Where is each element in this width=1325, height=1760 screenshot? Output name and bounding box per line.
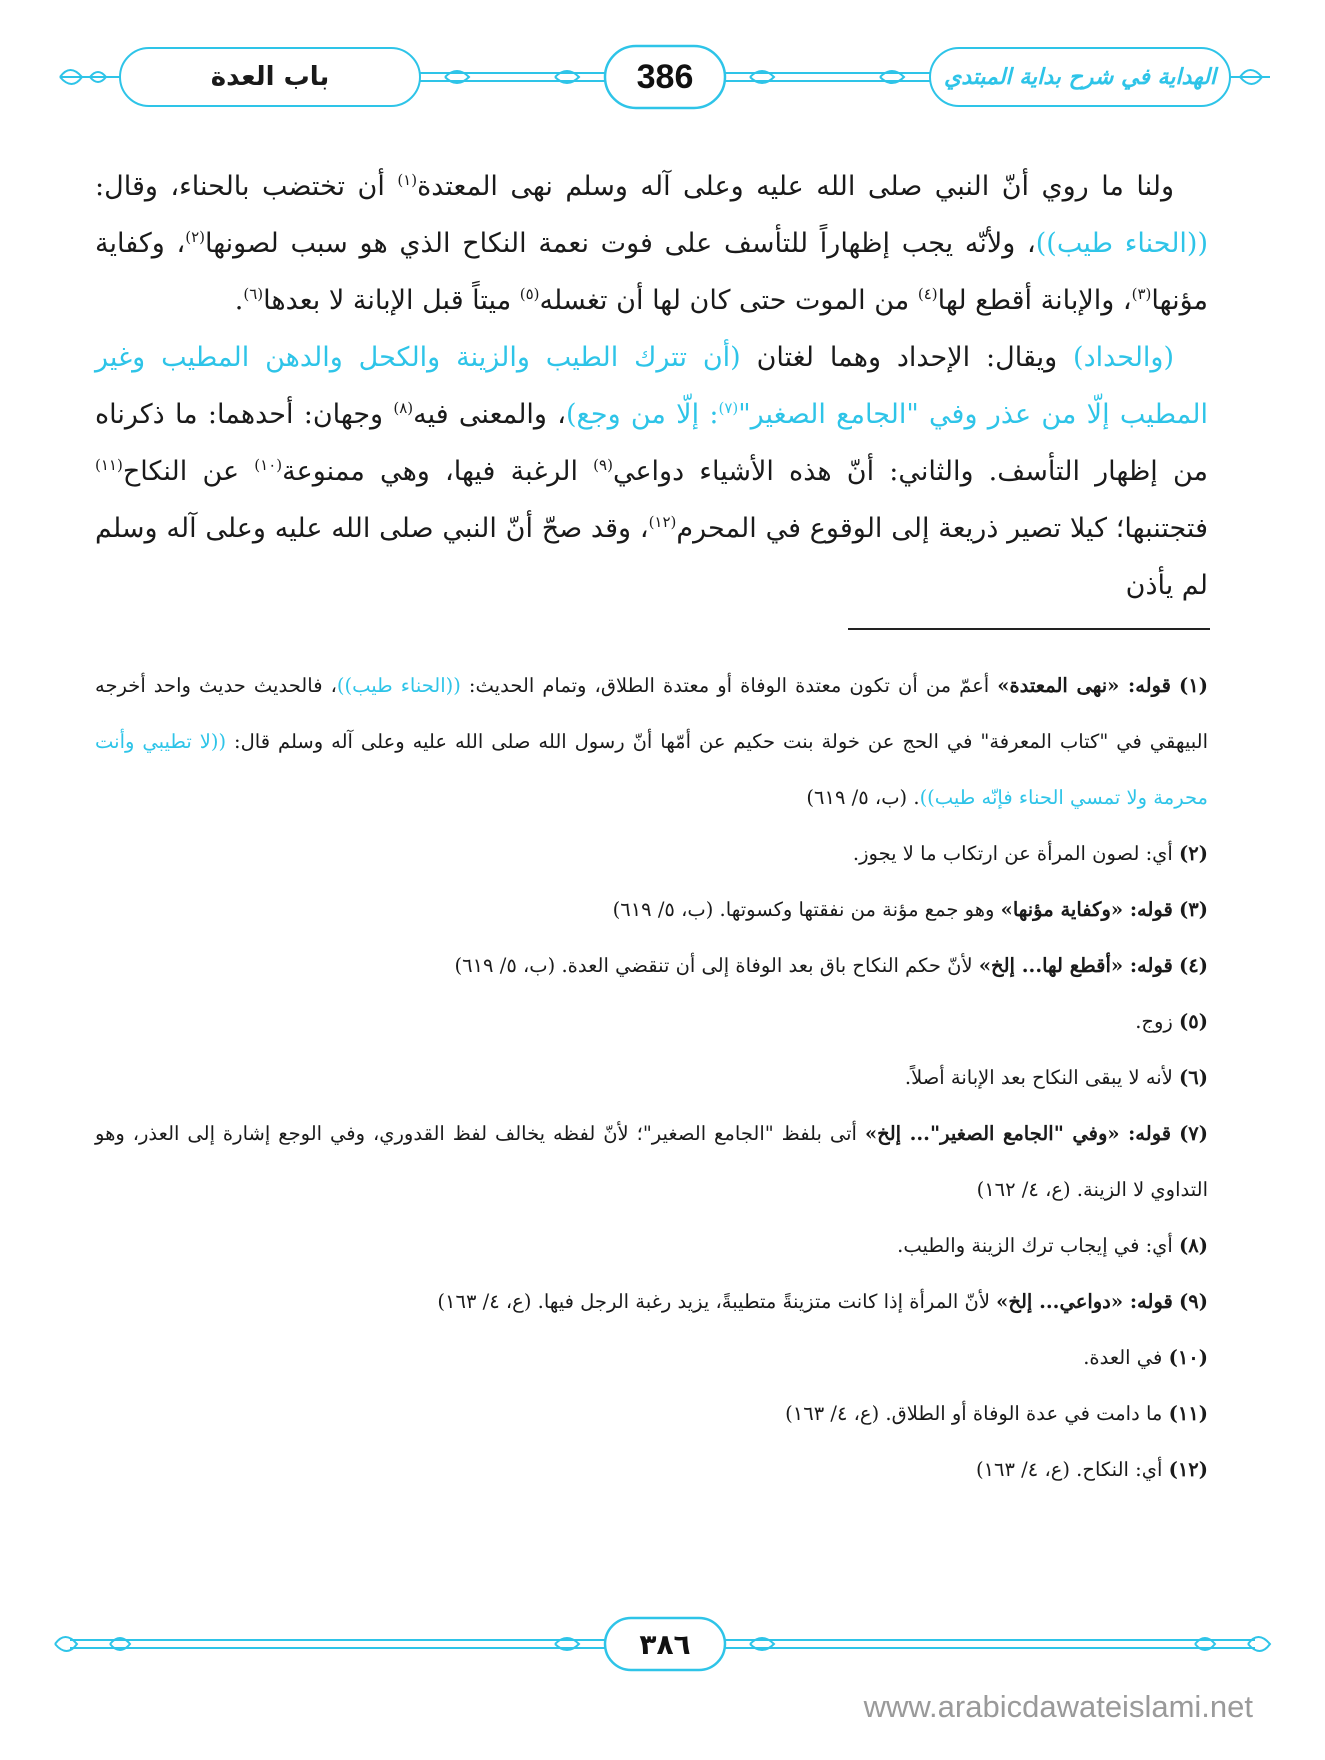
text-run: لأنّ حكم النكاح باق بعد الوفاة إلى أن تنقضي العدة. (ب، ٥/ ٦١٩) [454,954,979,977]
footnote-number: (١٢) [1168,1458,1208,1481]
page-footer [50,1616,1275,1676]
text-run: لأنه لا يبقى النكاح بعد الإبانة أصلاً. [904,1066,1180,1089]
text-run: ، والإبانة أقطع لها [937,285,1132,316]
footnote-ref[interactable]: (١) [397,171,418,189]
text-run: أي: النكاح. (ع، ٤/ ١٦٣) [975,1458,1169,1481]
matn-quote: : إلّا من وجع) [565,399,719,430]
text-run: وجهان: أحدهما: ما ذكرناه من إظهار التأسف. والثاني: أنّ هذه الأشياء دواعي [95,399,1208,487]
footnote-ref[interactable]: (٥) [519,285,540,303]
paragraph-1 [95,158,1208,329]
matn-quote: (والحداد) [1073,342,1174,373]
footnote-ref[interactable]: (٦) [243,285,264,303]
footnote-number: (١٠) [1168,1346,1208,1369]
footnote-ref[interactable]: (٧) [718,399,739,417]
footnote-4 [95,938,1208,994]
footnote-number: (١١) [1168,1402,1208,1425]
footnote-number: (٦) [1179,1066,1208,1089]
text-run: أتى بلفظ "الجامع الصغير"؛ لأنّ لفظه يخالف لفظ القدوري، وفي الوجع إشارة إلى العذر، وهو التداوي لا الزينة. (ع، ٤/ ١٦٢) [95,1122,1208,1201]
footnote-number: (١) [1179,674,1208,697]
footnote-ref[interactable]: (٤) [917,285,938,303]
footnote-lemma: قوله: «وفي "الجامع الصغير"... إلخ» [864,1122,1172,1145]
text-run: ، وكفاية مؤنها [95,228,1208,316]
footnote-ref[interactable]: (٨) [393,399,414,417]
footnote-6 [95,1050,1208,1106]
footer-page-number: ٣٨٦ [639,1627,691,1661]
text-run: لأنّ المرأة إذا كانت متزينةً متطيبةً، يزيد رغبة الرجل فيها. (ع، ٤/ ١٦٣) [437,1290,997,1313]
text-run: ولنا ما روي أنّ النبي صلى الله عليه وعلى آله وسلم نهى المعتدة [417,171,1174,202]
text-run: أي: في إيجاب ترك الزينة والطيب. [897,1234,1180,1257]
text-run: في العدة. [1083,1346,1169,1369]
hadith-quote: ((الحناء طيب)) [336,674,461,697]
footnote-lemma: قوله: «دواعي... إلخ» [996,1290,1173,1313]
text-run: ، ولأنّه يجب إظهاراً للتأسف على فوت نعمة النكاح الذي هو سبب لصونها [205,228,1036,259]
footnote-3 [95,882,1208,938]
footnote-divider [848,628,1210,630]
footnote-11 [95,1386,1208,1442]
footnote-number: (٥) [1179,1010,1208,1033]
text-run: . [234,285,244,316]
text-run: عن النكاح [122,456,255,487]
footnote-ref[interactable]: (١١) [95,456,123,474]
footnote-ref[interactable]: (١٠) [254,456,283,474]
footnote-number: (٤) [1179,954,1208,977]
text-run: ، وقد صحّ أنّ النبي صلى الله عليه وعلى آله وسلم لم يأذن [95,513,1208,601]
text-run: زوج. [1135,1010,1180,1033]
text-run: ، والمعنى فيه [413,399,566,430]
footnote-lemma: قوله: «وكفاية مؤنها» [1000,898,1173,921]
text-run: أن تختضب بالحناء، وقال: [95,171,398,202]
footnote-9 [95,1274,1208,1330]
footnote-ref[interactable]: (١٢) [648,513,677,531]
website-watermark[interactable]: www.arabicdawateislami.net [863,1689,1253,1724]
footnote-5 [95,994,1208,1050]
chapter-title: باب العدة [210,62,330,92]
footnote-10 [95,1330,1208,1386]
footnote-number: (٩) [1179,1290,1208,1313]
footnote-ref[interactable]: (٢) [185,228,205,246]
footnote-lemma: قوله: «نهى المعتدة» [997,674,1171,697]
text-run: ميتاً قبل الإبانة لا بعدها [263,285,520,316]
page-number: 386 [636,57,694,96]
footnote-number: (٣) [1179,898,1208,921]
footnote-2 [95,826,1208,882]
page-header [50,40,1275,120]
text-run: ويقال: الإحداد وهما لغتان [740,342,1074,373]
text-run: فتجتنبها؛ كيلا تصير ذريعة إلى الوقوع في المحرم [676,513,1208,544]
footnote-lemma: قوله: «أقطع لها... إلخ» [978,954,1173,977]
footnote-ref[interactable]: (٩) [593,456,613,474]
footnote-7 [95,1106,1208,1218]
footnote-8 [95,1218,1208,1274]
main-text [95,158,1208,614]
hadith-quote: ((الحناء طيب)) [1035,228,1208,259]
text-run: الرغبة فيها، وهي ممنوعة [282,456,594,487]
matn-quote: (أن تترك الطيب والزينة والكحل والدهن المطيب وغير المطيب إلّا من عذر وفي "الجامع الصغير" [95,342,1208,430]
footnote-12 [95,1442,1208,1498]
text-run: أي: لصون المرأة عن ارتكاب ما لا يجوز. [852,842,1180,865]
hadith-quote: ((لا تطيبي وأنت محرمة ولا تمسي الحناء فإنّه طيب)) [95,730,1208,809]
footnote-number: (٧) [1179,1122,1209,1145]
footnote-ref[interactable]: (٣) [1131,285,1152,303]
footnote-1 [95,658,1208,826]
text-run: وهو جمع مؤنة من نفقتها وكسوتها. (ب، ٥/ ٦١٩) [612,898,1001,921]
text-run: أعمّ من أن تكون معتدة الوفاة أو معتدة الطلاق، وتمام الحديث: [460,674,998,697]
paragraph-2 [95,329,1208,614]
text-run: ما دامت في عدة الوفاة أو الطلاق. (ع، ٤/ ١٦٣) [785,1402,1169,1425]
book-title: الهداية في شرح بداية المبتدي [943,64,1217,90]
footnote-number: (٢) [1179,842,1208,865]
text-run: من الموت حتى كان لها أن تغسله [539,285,918,316]
text-run: . (ب، ٥/ ٦١٩) [806,786,920,809]
footnotes [95,658,1208,1498]
text-run: ، فالحديث حديث واحد أخرجه البيهقي في "كتاب المعرفة" في الحج عن خولة بنت حكيم عن أمّها أنّ رسول الله صلى الله عليه وعلى آله وسلم قال: [95,674,1208,753]
footnote-number: (٨) [1179,1234,1208,1257]
